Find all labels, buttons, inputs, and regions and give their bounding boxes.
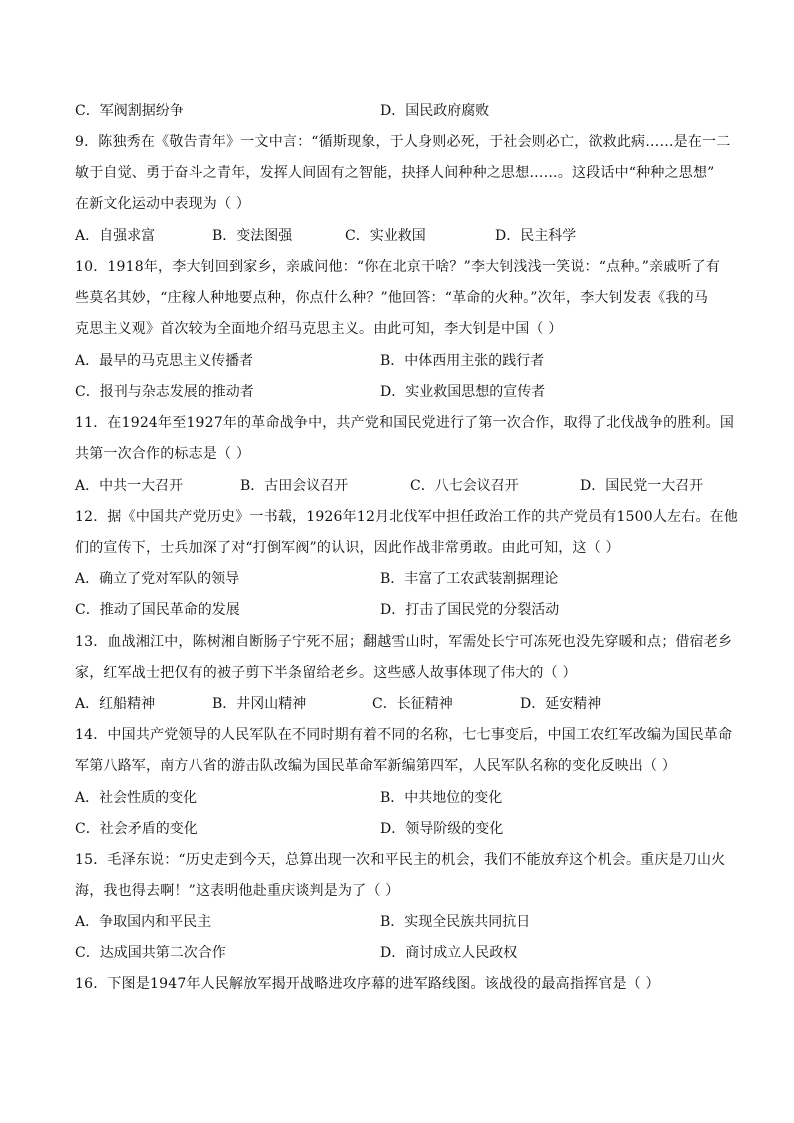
answer-option: D．商讨成立人民政权 (380, 945, 518, 961)
question-text-line: 家，红军战士把仅有的被子剪下半条留给老乡。这些感人故事体现了伟大的（ ） (75, 665, 577, 681)
answer-option: A．争取国内和平民主 (75, 914, 212, 930)
answer-option: C．推动了国民革命的发展 (75, 602, 240, 618)
answer-option: D．领导阶级的变化 (380, 821, 504, 837)
answer-option: B．中体西用主张的践行者 (380, 353, 545, 369)
answer-option: A．自强求富 (75, 228, 156, 244)
answer-option: B．中共地位的变化 (380, 790, 503, 806)
answer-option: D．延安精神 (520, 696, 602, 712)
answer-option: D．国民党一大召开 (580, 478, 704, 494)
question-text-line: 克思主义观》首次较为全面地介绍马克思主义。由此可知，李大钊是中国（ ） (75, 321, 563, 337)
answer-option: B．井冈山精神 (212, 696, 307, 712)
question-text-line: 10．1918年，李大钊回到家乡，亲戚问他：“你在北京干啥？”李大钊浅浅一笑说：“点种。”亲戚听了有 (75, 259, 721, 275)
question-text-line: 9．陈独秀在《敬告青年》一文中言：“循斯现象，于人身则必死，于社会则必亡，欲救此病……是在一二 (75, 134, 731, 150)
answer-option: D．实业救国思想的宣传者 (380, 384, 546, 400)
answer-option: D．打击了国民党的分裂活动 (380, 602, 560, 618)
answer-option: A．社会性质的变化 (75, 790, 198, 806)
answer-option: B．变法图强 (212, 228, 293, 244)
answer-option: B．实现全民族共同抗日 (380, 914, 531, 930)
answer-option: A．最早的马克思主义传播者 (75, 353, 254, 369)
question-text-line: 军第八路军，南方八省的游击队改编为国民革命军新编第四军，人民军队名称的变化反映出（ ） (75, 758, 677, 774)
answer-option: C．军阀割据纷争 (75, 103, 184, 119)
answer-option: D．民主科学 (495, 228, 577, 244)
question-text-line: 共第一次合作的标志是（ ） (75, 446, 251, 462)
answer-option: C．社会矛盾的变化 (75, 821, 198, 837)
answer-option: B．古田会议召开 (240, 478, 349, 494)
question-text-line: 海，我也得去啊！”这表明他赴重庆谈判是为了（ ） (75, 883, 400, 899)
answer-option: C．八七会议召开 (410, 478, 519, 494)
question-text-line: 13．血战湘江中，陈树湘自断肠子宁死不屈；翻越雪山时，军需处长宁可冻死也没先穿暖和点；借宿老乡 (75, 634, 733, 650)
answer-option: C．实业救国 (345, 228, 426, 244)
question-text-line: 16．下图是1947年人民解放军揭开战略进攻序幕的进军路线图。该战役的最高指挥官是（ ） (75, 976, 660, 992)
question-text-line: 15．毛泽东说：“历史走到今天，总算出现一次和平民主的机会，我们不能放弃这个机会。重庆是刀山火 (75, 852, 726, 868)
question-text-line: 们的宣传下，士兵加深了对“打倒军阀”的认识，因此作战非常勇敢。由此可知，这（ ） (75, 540, 620, 556)
question-text-line: 12．据《中国共产党历史》一书载，1926年12月北伐军中担任政治工作的共产党员有1500人左右。在他 (75, 509, 739, 525)
question-text-line: 14．中国共产党领导的人民军队在不同时期有着不同的名称，七七事变后，中国工农红军改编为国民革命 (75, 727, 733, 743)
answer-option: A．中共一大召开 (75, 478, 184, 494)
question-text-line: 些莫名其妙，“庄稼人种地要点种，你点什么种？”他回答：“革命的火种。”次年，李大钊发表《我的马 (75, 290, 709, 306)
answer-option: C．长征精神 (372, 696, 453, 712)
answer-option: A．红船精神 (75, 696, 156, 712)
question-text-line: 11．在1924年至1927年的革命战争中，共产党和国民党进行了第一次合作，取得了北伐战争的胜利。国 (75, 415, 735, 431)
answer-option: C．达成国共第二次合作 (75, 945, 226, 961)
answer-option: D．国民政府腐败 (380, 103, 490, 119)
answer-option: A．确立了党对军队的领导 (75, 571, 240, 587)
question-text-line: 在新文化运动中表现为（ ） (75, 196, 251, 212)
question-text-line: 敏于自觉、勇于奋斗之青年，发挥人间固有之智能，抉择人间种种之思想……。这段话中“种种之思想” (75, 165, 715, 181)
answer-option: C．报刊与杂志发展的推动者 (75, 384, 254, 400)
answer-option: B．丰富了工农武装割据理论 (380, 571, 559, 587)
